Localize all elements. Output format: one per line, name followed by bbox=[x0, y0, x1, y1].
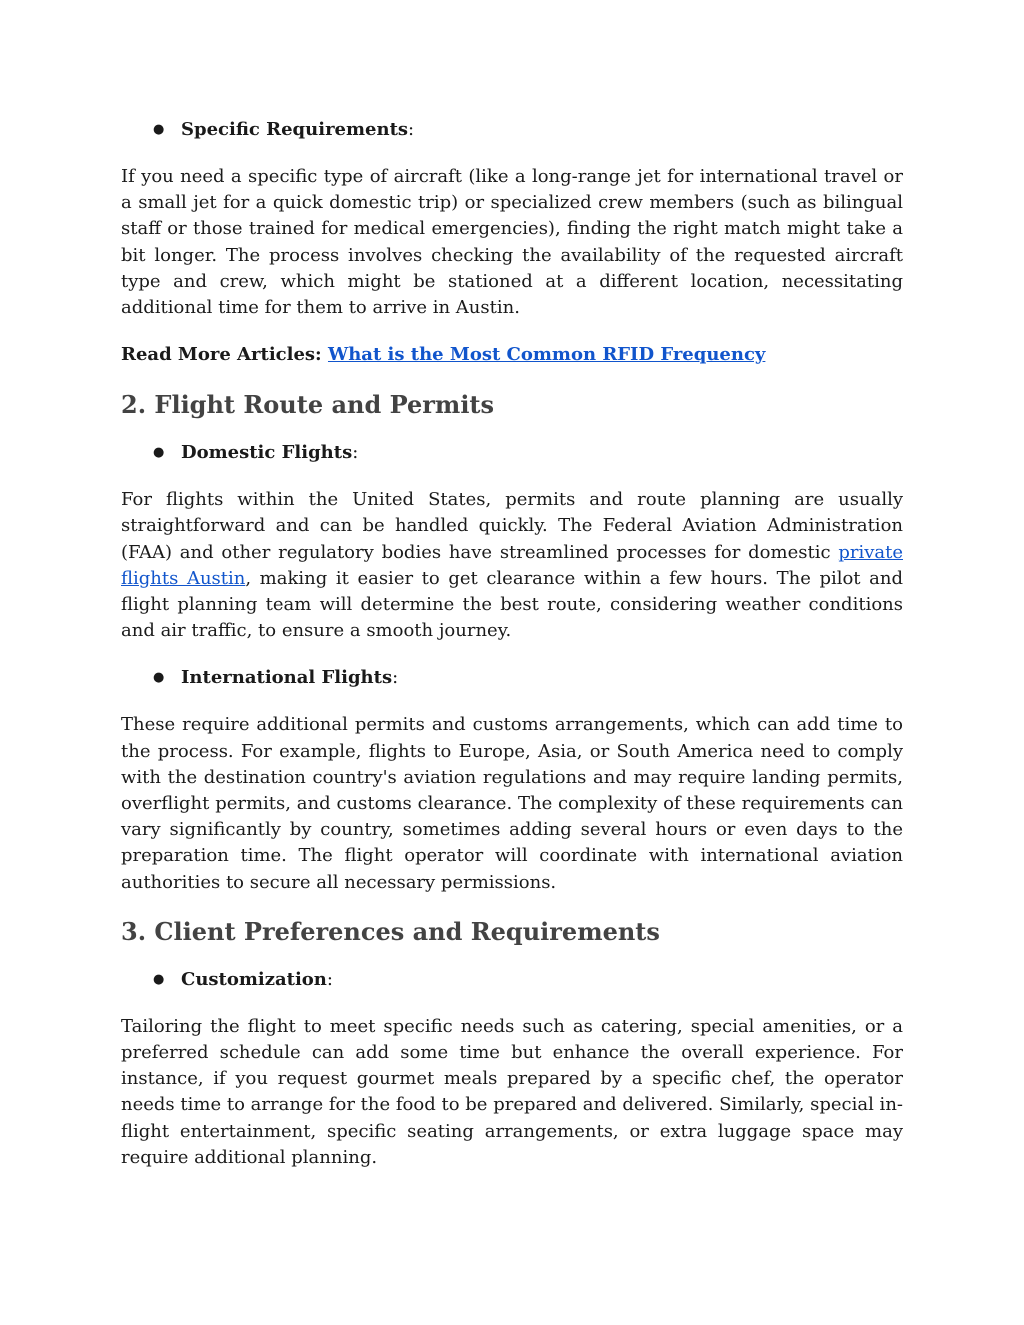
bullet-icon: ● bbox=[153, 670, 165, 686]
read-more-line bbox=[121, 341, 903, 369]
bullet-icon: ● bbox=[153, 971, 165, 987]
document-page bbox=[121, 116, 903, 1191]
bullet-suffix: : bbox=[326, 968, 333, 990]
paragraph-text: For flights within the United States, permits and route planning are usually straightforward and can be handled quickly. The Federal Aviation Administration (FAA) and other regulatory bodies have streamlined processes for domestic bbox=[121, 489, 903, 563]
paragraph-specific-requirements: If you need a specific type of aircraft (like a long-range jet for international travel or a small jet for a quick domestic trip) or specialized crew members (such as bilingual staff or those trained for medical emergencies), finding the right match might take a bit longer. The process involves checking the availability of the requested aircraft type and crew, which might be stationed at a different location, necessitating additional time for them to arrive in Austin. bbox=[121, 166, 903, 319]
bullet-international-flights bbox=[153, 664, 903, 694]
heading-client-preferences: 3. Client Preferences and Requirements bbox=[121, 916, 660, 946]
paragraph-international-flights: These require additional permits and customs arrangements, which can add time to the process. For example, flights to Europe, Asia, or South America need to comply with the destination country's aviation regulations and may require landing permits, overflight permits, and customs clearance. The complexity of these requirements can vary significantly by country, sometimes adding several hours or even days to the preparation time. The flight operator will coordinate with international aviation authorities to secure all necessary permissions. bbox=[121, 714, 903, 893]
private-flights-austin-link[interactable]: private flights Austin bbox=[121, 541, 903, 589]
paragraph-text: , making it easier to get clearance within a few hours. The pilot and flight planning team will determine the best route, considering weather conditions and air traffic, to ensure a smooth journey. bbox=[121, 567, 903, 642]
paragraph-domestic-flights bbox=[121, 487, 903, 644]
read-more-label: Read More Articles: bbox=[121, 344, 322, 366]
bullet-label: International Flights bbox=[181, 667, 393, 689]
bullet-suffix: : bbox=[352, 442, 359, 464]
bullet-suffix: : bbox=[392, 667, 399, 689]
bullet-suffix: : bbox=[408, 119, 415, 140]
bullet-customization bbox=[153, 966, 903, 996]
bullet-label: Customization bbox=[181, 968, 327, 990]
bullet-domestic-flights bbox=[153, 439, 903, 469]
bullet-icon: ● bbox=[153, 122, 165, 137]
heading-flight-route: 2. Flight Route and Permits bbox=[121, 390, 495, 420]
bullet-icon: ● bbox=[153, 445, 165, 461]
paragraph-customization: Tailoring the flight to meet specific needs such as catering, special amenities, or a preferred schedule can add some time but enhance the overall experience. For instance, if you request gourmet meals prepared by a specific chef, the operator needs time to arrange for the food to be prepared and delivered. Similarly, special in-flight entertainment, specific seating arrangements, or extra luggage space may require additional planning. bbox=[121, 1015, 903, 1168]
read-more-link[interactable]: What is the Most Common RFID Frequency bbox=[327, 344, 766, 366]
bullet-label: Domestic Flights bbox=[181, 442, 353, 464]
bullet-specific-requirements bbox=[153, 116, 903, 146]
bullet-label: Specific Requirements bbox=[181, 119, 409, 140]
